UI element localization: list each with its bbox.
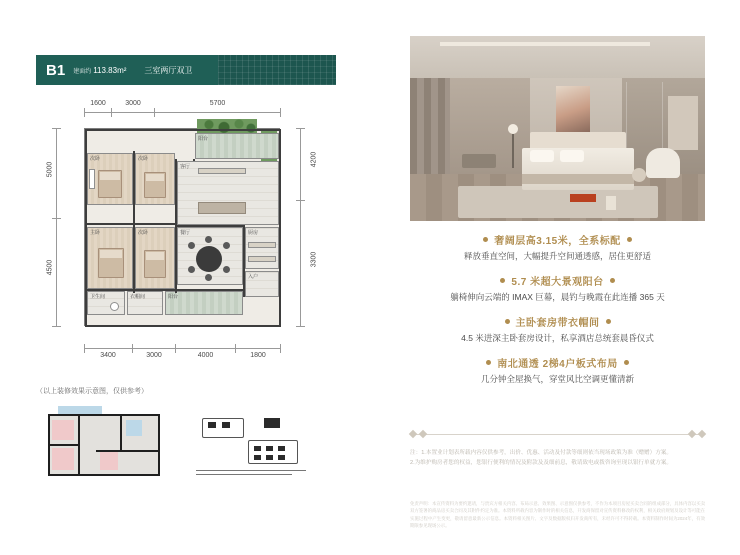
dim-bottom-4: 1800 bbox=[250, 352, 266, 359]
selling-point-subtitle: 躺椅伸向云端的 IMAX 巨幕，晨钓与晚霞在此连播 365 天 bbox=[450, 292, 665, 302]
wall-segment bbox=[85, 325, 281, 327]
dim-right-2: 3300 bbox=[310, 251, 318, 268]
dining-chair bbox=[205, 236, 212, 243]
site-map bbox=[196, 414, 306, 480]
dim-tick bbox=[296, 200, 305, 201]
dim-tick bbox=[84, 108, 85, 117]
site-highlight bbox=[264, 418, 280, 428]
site-unit bbox=[278, 446, 285, 451]
mini-floor-plan bbox=[40, 404, 170, 486]
mini-balcony bbox=[58, 406, 102, 414]
plan-body bbox=[84, 128, 280, 326]
dim-tick bbox=[280, 108, 281, 117]
selling-point-heading bbox=[410, 314, 705, 329]
footnote-line-1: 注：1.本置业计划表所载内容仅供参考，出价、优惠、活动及付款等细则依当现场政策为准（赠赠）方案。 bbox=[410, 450, 672, 456]
photo-decor-vase bbox=[606, 196, 616, 210]
dim-top-line bbox=[84, 112, 280, 113]
dining-table bbox=[196, 246, 222, 272]
photo-decor-book bbox=[570, 194, 596, 202]
selling-point-subtitle: 几分钟全屋换气，穿堂风比空调更懂清新 bbox=[480, 374, 634, 384]
dim-bottom-1: 3400 bbox=[100, 352, 116, 359]
dining-chair bbox=[188, 266, 195, 273]
mini-wall bbox=[158, 414, 160, 476]
diamond-icon bbox=[688, 430, 696, 438]
tv-cabinet bbox=[198, 168, 246, 174]
wall-segment bbox=[85, 129, 87, 327]
dining-chair bbox=[188, 242, 195, 249]
room-balcony bbox=[195, 133, 279, 159]
site-unit bbox=[222, 422, 230, 428]
room-living bbox=[177, 161, 279, 225]
diamond-icon bbox=[624, 360, 629, 365]
bed-furniture bbox=[98, 170, 122, 198]
bed-furniture bbox=[144, 172, 166, 198]
dim-tick bbox=[280, 344, 281, 353]
legal-disclaimer: 免责声明：本宣传资料为要约邀请，与贵宾方相关内容、布局示意、效果图、示意图仅供参考，不作为本项目房屋买卖合同的组成部分，具体内容以买卖双方签署的商品房买卖合同及其附件约定为准。本资料所载内容为制作时的相关信息，开发商保留对宣传资料修改的权利，相关政府规划及设计等可能在实施过程中产生变更，敬请留意最新公示信息。本资料相关图片、文字及数据版权归开发商所有，未经许可不得转载。本资料制作时间为2024年，有效期限参见现场公示。 bbox=[410, 501, 705, 528]
site-unit bbox=[254, 455, 261, 460]
selling-point bbox=[410, 273, 705, 303]
site-unit bbox=[278, 455, 285, 460]
photo-wood-slats bbox=[410, 78, 450, 174]
interior-render-photo bbox=[410, 36, 705, 221]
mini-wall bbox=[48, 414, 160, 416]
unit-area-value: 113.83m² bbox=[93, 65, 127, 75]
dining-chair bbox=[223, 242, 230, 249]
photo-armchair bbox=[646, 148, 680, 178]
dim-tick bbox=[154, 108, 155, 117]
room-kitchen bbox=[245, 227, 279, 269]
photo-lamp bbox=[508, 124, 518, 134]
dim-tick bbox=[52, 128, 61, 129]
unit-area-prefix: 建面约 bbox=[73, 68, 92, 75]
floor-plan bbox=[36, 100, 336, 390]
room-label: 餐厅 bbox=[180, 230, 191, 236]
diamond-icon bbox=[486, 360, 491, 365]
room-label: 厨房 bbox=[248, 230, 259, 236]
dim-left-1: 5000 bbox=[46, 161, 54, 178]
mini-room bbox=[52, 420, 74, 440]
wall-segment bbox=[85, 289, 245, 291]
wall-segment bbox=[193, 159, 195, 161]
diamond-icon bbox=[409, 430, 417, 438]
dim-right-1: 4200 bbox=[310, 151, 318, 168]
room-label: 入户 bbox=[248, 274, 259, 280]
dim-tick bbox=[296, 326, 305, 327]
kitchen-counter bbox=[248, 256, 276, 262]
dim-right-line bbox=[300, 128, 301, 326]
room-bedroom-3 bbox=[135, 153, 175, 205]
selling-point bbox=[410, 232, 705, 262]
photo-pillow bbox=[560, 150, 584, 162]
room-label: 次卧 bbox=[138, 156, 149, 162]
selling-point-title: 5.7 米超大景观阳台 bbox=[511, 277, 604, 288]
selling-point bbox=[410, 355, 705, 385]
room-label: 主卧 bbox=[90, 230, 101, 236]
wall-segment bbox=[279, 129, 281, 327]
site-block bbox=[202, 418, 244, 438]
dining-chair bbox=[205, 274, 212, 281]
wall-segment bbox=[177, 225, 243, 227]
selling-point-title: 主卧套房带衣帽间 bbox=[515, 318, 600, 329]
wall-segment bbox=[243, 225, 245, 297]
room-label: 次卧 bbox=[90, 156, 101, 162]
diamond-icon bbox=[500, 278, 505, 283]
room-label: 客厅 bbox=[180, 164, 191, 170]
selling-point-subtitle: 释放垂直空间，大幅提升空间通透感，居住更舒适 bbox=[463, 251, 651, 261]
unit-layout: 三室两厅双卫 bbox=[144, 65, 193, 75]
wall-segment bbox=[85, 129, 281, 131]
mini-wall bbox=[96, 450, 160, 452]
section-divider bbox=[410, 430, 705, 440]
room-bedroom-secondary bbox=[135, 227, 175, 289]
photo-side-table bbox=[632, 168, 646, 182]
diamond-icon bbox=[419, 430, 427, 438]
site-road bbox=[196, 470, 306, 471]
selling-point bbox=[410, 314, 705, 344]
footnotes bbox=[410, 448, 705, 469]
diamond-icon bbox=[606, 319, 611, 324]
kitchen-counter bbox=[248, 242, 276, 248]
wall-segment bbox=[85, 223, 177, 225]
plan-banner bbox=[36, 55, 336, 85]
site-unit bbox=[208, 422, 216, 428]
site-unit bbox=[266, 446, 273, 451]
room-bathroom-1 bbox=[87, 291, 125, 315]
room-master bbox=[87, 227, 133, 289]
room-label: 阳台 bbox=[168, 294, 179, 300]
right-page bbox=[370, 0, 740, 555]
selling-points bbox=[410, 232, 705, 396]
dim-tick bbox=[52, 218, 61, 219]
photo-lamp-stem bbox=[512, 134, 514, 168]
footnote-line-2: 2.为维护购房者您的权益，您银行便利的情况及附款及及细前息，敬请致电或拨咨询至现以银行单就方案。 bbox=[410, 460, 672, 467]
sofa-furniture bbox=[198, 202, 246, 214]
mini-room bbox=[126, 420, 142, 436]
wall-segment bbox=[133, 151, 135, 293]
selling-point-heading bbox=[410, 355, 705, 370]
room-entry bbox=[245, 271, 279, 297]
selling-point-title: 奢阔层高3.15米，全系标配 bbox=[494, 236, 621, 247]
room-label: 卫生间 bbox=[90, 294, 106, 300]
dim-left-line bbox=[56, 128, 57, 326]
selling-point-heading bbox=[410, 232, 705, 247]
room-dining bbox=[177, 227, 243, 285]
dim-bottom-line bbox=[84, 348, 280, 349]
plan-disclaimer: （以上装修效果示意图，仅供参考） bbox=[36, 388, 148, 395]
mini-wall bbox=[48, 444, 80, 446]
mini-room bbox=[52, 448, 74, 470]
divider-line bbox=[410, 434, 705, 435]
diamond-icon bbox=[610, 278, 615, 283]
dim-tick bbox=[52, 326, 61, 327]
dim-tick bbox=[111, 108, 112, 117]
photo-niche bbox=[668, 96, 698, 150]
bed-furniture bbox=[144, 250, 166, 278]
dim-top-3: 5700 bbox=[209, 100, 226, 107]
site-unit bbox=[254, 446, 261, 451]
mini-wall bbox=[48, 474, 160, 476]
selling-point-title: 南北通透 2梯4户板式布局 bbox=[497, 359, 618, 370]
diamond-icon bbox=[698, 430, 706, 438]
window-fixture bbox=[89, 169, 95, 189]
photo-rug bbox=[458, 186, 658, 218]
mini-wall bbox=[120, 416, 122, 450]
dim-left-2: 4500 bbox=[46, 259, 54, 276]
diamond-icon bbox=[483, 237, 488, 242]
diamond-icon bbox=[505, 319, 510, 324]
selling-point-heading bbox=[410, 273, 705, 288]
dim-bottom-3: 4000 bbox=[197, 352, 214, 359]
mini-room bbox=[100, 452, 118, 470]
site-road bbox=[196, 474, 292, 475]
room-label: 衣帽间 bbox=[130, 294, 146, 300]
diamond-icon bbox=[627, 237, 632, 242]
dim-top-1: 1600 bbox=[90, 100, 106, 107]
site-block bbox=[248, 440, 298, 464]
site-unit bbox=[266, 455, 273, 460]
photo-artwork bbox=[556, 86, 590, 132]
dim-tick bbox=[296, 128, 305, 129]
photo-pillow bbox=[530, 150, 554, 162]
photo-cove-light bbox=[440, 42, 650, 46]
photo-bench bbox=[462, 154, 496, 168]
unit-area bbox=[73, 66, 126, 75]
dim-bottom-2: 3000 bbox=[146, 352, 162, 359]
room-balcony-rear bbox=[165, 291, 243, 315]
photo-bed-runner bbox=[522, 174, 634, 184]
bed-furniture bbox=[98, 248, 124, 278]
room-label: 次卧 bbox=[138, 230, 149, 236]
room-label: 阳台 bbox=[198, 136, 209, 142]
toilet-fixture bbox=[110, 302, 119, 311]
dim-top-2: 3000 bbox=[125, 100, 141, 107]
room-bathroom-2 bbox=[127, 291, 163, 315]
banner-texture bbox=[218, 55, 336, 85]
unit-code: B1 bbox=[46, 61, 66, 79]
selling-point-subtitle: 4.5 米进深主卧套房设计，私享酒店总统套晨昏仪式 bbox=[461, 333, 654, 343]
dining-chair bbox=[223, 266, 230, 273]
